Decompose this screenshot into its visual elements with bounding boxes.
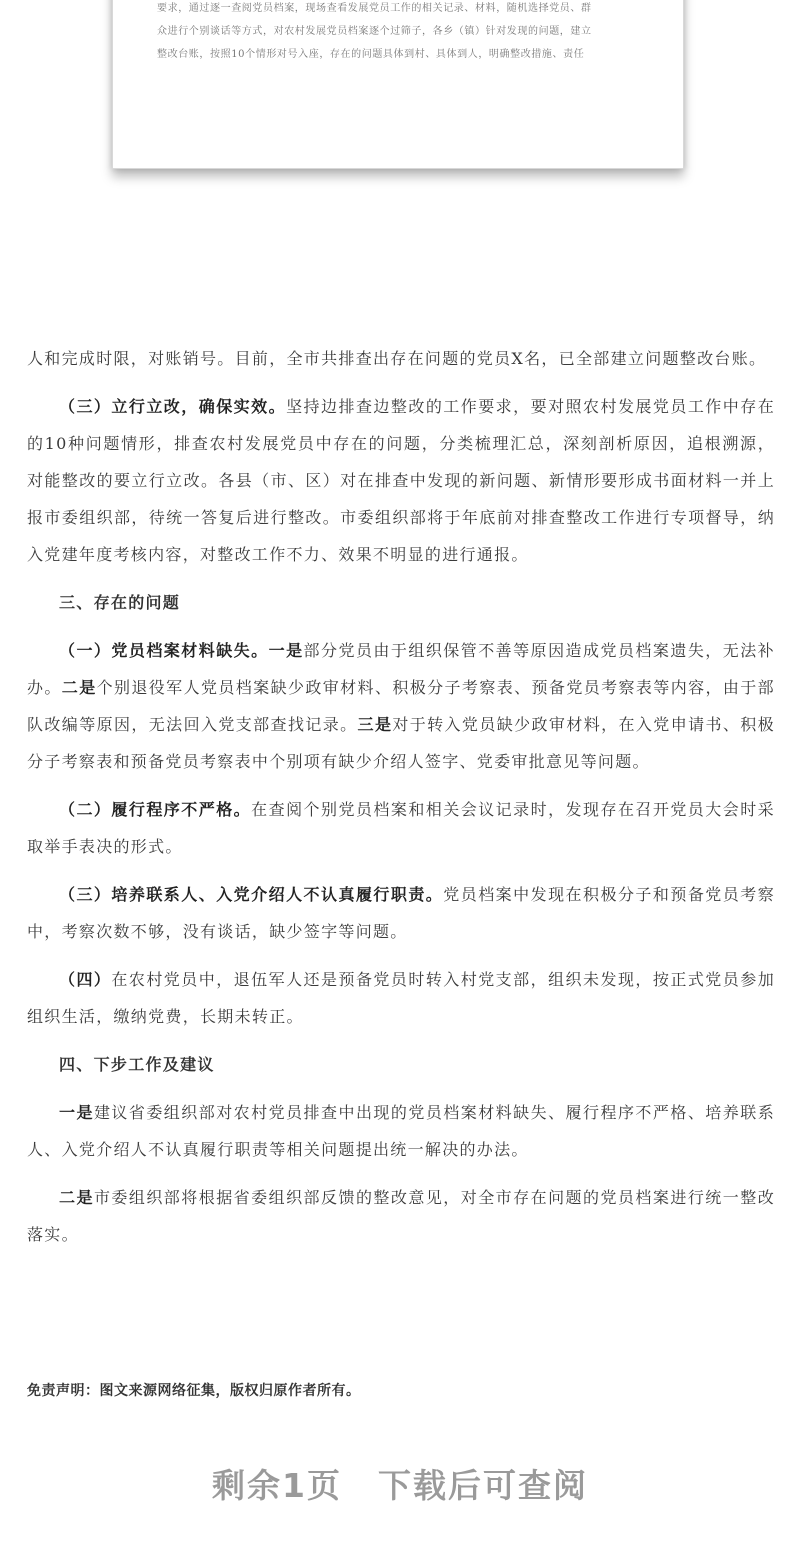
- section3-item1-point2-label: 二是: [61, 678, 97, 697]
- download-to-view-label[interactable]: 下载后可查阅: [377, 1466, 588, 1505]
- section3-item2-paragraph: [27, 791, 775, 865]
- section4-heading: 四、下步工作及建议: [59, 1055, 215, 1074]
- section3-heading: 三、存在的问题: [59, 593, 181, 612]
- preview-page-card: [112, 0, 684, 169]
- section3-item1-point1-label: 一是: [268, 641, 304, 660]
- disclaimer: 免责声明：图文来源网络征集，版权归原作者所有。: [27, 1383, 361, 1399]
- document-body: [27, 340, 775, 1253]
- preview-line: 整改台账，按照10个情形对号入座，存在的问题具体到村、具体到人，明确整改措施、责任: [157, 49, 585, 60]
- section2-item3-paragraph: [27, 388, 775, 573]
- section3-item3-text: 党员档案中发现在积极分子和预备党员考察中，考察次数不够，没有谈话，缺少签字等问题。: [27, 885, 775, 941]
- section3-item1-point3-label: 三是: [357, 715, 393, 734]
- section3-item2-text: 在查阅个别党员档案和相关会议记录时，发现存在召开党员大会时采取举手表决的形式。: [27, 800, 775, 856]
- section3-item4-text: 在农村党员中，退伍军人还是预备党员时转入村党支部，组织未发现，按正式党员参加组织生活，缴纳党费，长期未转正。: [27, 970, 775, 1026]
- section3-item1-point2-text: 个别退役军人党员档案缺少政审材料、积极分子考察表、预备党员考察表等内容，由于部队改编等原因，无法回入党支部查找记录。: [27, 678, 775, 734]
- section4-item2-text: 市委组织部将根据省委组织部反馈的整改意见，对全市存在问题的党员档案进行统一整改落实。: [27, 1188, 775, 1244]
- section2-item3-text: 坚持边排查边整改的工作要求，要对照农村发展党员工作中存在的10种问题情形，排查农村发展党员中存在的问题，分类梳理汇总，深刻剖析原因，追根溯源，对能整改的要立行立改。各县（市、区）对在排查中发现的新问题、新情形要形成书面材料一并上报市委组织部，待统一答复后进行整改。市委组织部将于年底前对排查整改工作进行专项督导，纳入党建年度考核内容，对整改工作不力、效果不明显的进行通报。: [27, 397, 775, 564]
- section4-item1-label: 一是: [59, 1103, 94, 1122]
- section3-item3-title: （三）培养联系人、入党介绍人不认真履行职责。: [59, 885, 444, 904]
- section3-item4-title: （四）: [59, 970, 112, 989]
- section2-tail-paragraph: 人和完成时限，对账销号。目前，全市共排查出存在问题的党员X名，已全部建立问题整改台账。: [27, 349, 767, 368]
- section3-item2-title: （二）履行程序不严格。: [59, 800, 252, 819]
- preview-line: 要求，通过逐一查阅党员档案，现场查看发展党员工作的相关记录、材料，随机选择党员、群: [157, 3, 592, 14]
- preview-page-text: [157, 0, 647, 66]
- section3-item3-paragraph: [27, 876, 775, 950]
- remaining-pages-label[interactable]: 剩余1页: [212, 1466, 342, 1505]
- section3-item4-paragraph: [27, 961, 775, 1035]
- section3-item1-paragraph: [27, 632, 775, 780]
- preview-line: 众进行个别谈话等方式，对农村发展党员档案逐个过筛子，各乡（镇）针对发现的问题，建立: [157, 26, 592, 37]
- section4-item1-text: 建议省委组织部对农村党员排查中出现的党员档案材料缺失、履行程序不严格、培养联系人、入党介绍人不认真履行职责等相关问题提出统一解决的办法。: [27, 1103, 775, 1159]
- section4-item1-paragraph: [27, 1094, 775, 1168]
- download-prompt[interactable]: [0, 1460, 800, 1507]
- section3-item1-point1-text: 部分党员由于组织保管不善等原因造成党员档案遗失，无法补办。: [27, 641, 775, 697]
- section3-item1-title: （一）党员档案材料缺失。: [59, 641, 269, 660]
- section3-item1-point3-text: 对于转入党员缺少政审材料，在入党申请书、积极分子考察表和预备党员考察表中个别项有缺少介绍人签字、党委审批意见等问题。: [27, 715, 775, 771]
- section4-item2-label: 二是: [59, 1188, 94, 1207]
- section2-item3-title: （三）立行立改，确保实效。: [59, 397, 287, 416]
- section4-item2-paragraph: [27, 1179, 775, 1253]
